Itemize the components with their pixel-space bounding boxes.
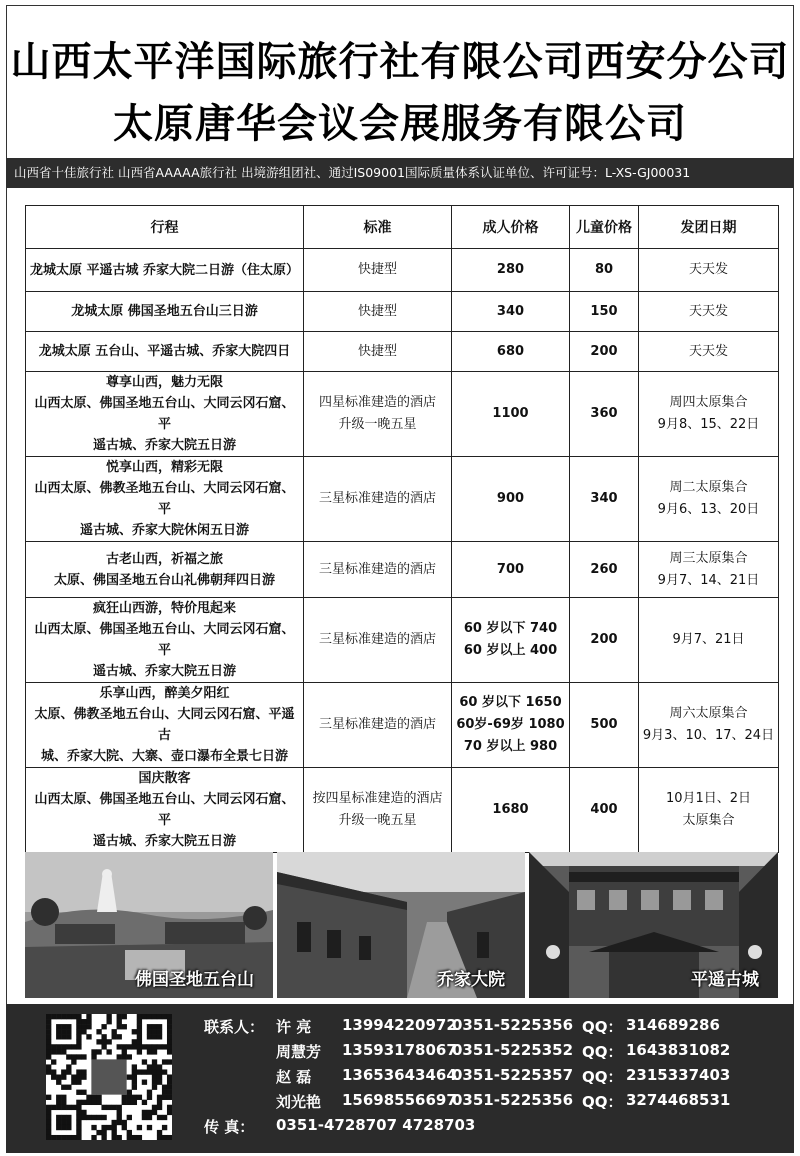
contact-label: 联系人： [204,1018,265,1036]
departure-date-cell [639,542,779,598]
adult-price-cell-line: 70 岁以上 980 [463,739,558,754]
contact-tel[interactable]: 0351-5225356 [452,1091,574,1109]
table-row [26,598,779,683]
departure-date-cell-line: 9月7、21日 [672,632,745,647]
child-price-cell: 150 [570,292,639,332]
child-price-cell: 80 [570,249,639,292]
departure-date-cell-line: 周三太原集合 [669,550,748,566]
standard-cell [304,332,452,372]
standard-cell [304,372,452,457]
standard-cell [304,249,452,292]
contact-tel[interactable]: 0351-5225352 [452,1041,574,1059]
departure-date-cell [639,683,779,768]
contact-name: 周慧芳 [276,1043,322,1061]
route-cell-line: 尊享山西，魅力无限 [105,375,223,390]
contact-name: 赵 磊 [276,1068,312,1086]
contact-footer [6,1004,794,1153]
adult-price-cell [452,457,570,542]
route-cell-line: 疯狂山西游，特价甩起来 [92,601,236,616]
departure-date-cell-line: 天天发 [688,262,728,277]
route-cell-line: 龙城太原 五台山、平遥古城、乔家大院四日 [38,344,291,359]
photo-qiaojia-courtyard [277,852,525,998]
adult-price-cell-line: 60 岁以上 400 [463,643,558,658]
standard-cell-line: 升级一晚五星 [338,417,417,432]
departure-date-cell [639,768,779,853]
col-header-standard: 标准 [304,206,452,249]
adult-price-cell [452,332,570,372]
route-cell-line: 遥古城、乔家大院五日游 [92,664,236,679]
table-row [26,683,779,768]
adult-price-cell [452,249,570,292]
departure-date-cell [639,372,779,457]
qr-code[interactable] [46,1014,172,1140]
contact-name: 刘光艳 [276,1093,322,1111]
departure-date-cell [639,332,779,372]
standard-cell-line: 四星标准建造的酒店 [318,395,436,410]
route-cell [26,292,304,332]
col-header-child-price: 儿童价格 [570,206,639,249]
standard-cell-line: 快捷型 [357,262,397,277]
qq-label: QQ： [582,1093,623,1111]
route-cell [26,372,304,457]
col-header-departure-date: 发团日期 [639,206,779,249]
contact-mobile[interactable]: 13653643464 [342,1066,457,1084]
contact-qq[interactable]: 314689286 [626,1016,720,1034]
route-cell [26,249,304,292]
contact-qq[interactable]: 3274468531 [626,1091,731,1109]
adult-price-cell [452,372,570,457]
route-cell [26,598,304,683]
standard-cell-line: 升级一晚五星 [338,813,417,828]
table-row [26,332,779,372]
departure-date-cell-line: 周六太原集合 [669,706,748,721]
contact-tel[interactable]: 0351-5225357 [452,1066,574,1084]
tour-price-table [25,205,779,853]
standard-cell [304,598,452,683]
table-row [26,292,779,332]
child-price-cell: 500 [570,683,639,768]
standard-cell [304,683,452,768]
adult-price-cell-line: 340 [496,303,525,319]
child-price-cell: 400 [570,768,639,853]
photo-strip [25,852,778,998]
company-title-1: 山西太平洋国际旅行社有限公司西安分公司 [10,39,790,85]
adult-price-cell-line: 680 [496,343,525,359]
table-header-row [26,206,779,249]
departure-date-cell-line: 9月6、13、20日 [657,502,760,517]
adult-price-cell-line: 900 [496,491,525,506]
departure-date-cell [639,457,779,542]
child-price-cell: 200 [570,332,639,372]
contact-mobile[interactable]: 13994220972 [342,1016,457,1034]
qr-code-icon [46,1014,172,1140]
contact-name: 许 亮 [276,1018,312,1036]
company-title-2: 太原唐华会议会展服务有限公司 [113,101,687,147]
route-cell-line: 悦享山西，精彩无限 [105,460,223,475]
standard-cell-line: 三星标准建造的酒店 [318,632,436,647]
contact-qq[interactable]: 2315337403 [626,1066,731,1084]
departure-date-cell [639,292,779,332]
route-cell [26,332,304,372]
child-price-cell: 200 [570,598,639,683]
route-cell-line: 山西太原、佛国圣地五台山、大同云冈石窟、平 [34,792,295,828]
standard-cell-line: 按四星标准建造的酒店 [312,791,443,806]
table-row [26,372,779,457]
route-cell-line: 太原、佛国圣地五台山礼佛朝拜四日游 [53,572,275,588]
adult-price-cell-line: 60 岁以下 1650 [459,695,562,710]
route-cell-line: 国庆散客 [138,771,191,786]
standard-cell-line: 三星标准建造的酒店 [318,717,436,732]
standard-cell [304,292,452,332]
qq-label: QQ： [582,1068,623,1086]
table-row [26,542,779,598]
col-header-route: 行程 [26,206,304,249]
photo-caption-pingyao: 平遥古城 [691,970,759,990]
adult-price-cell-line: 60岁-69岁 1080 [456,717,565,732]
route-cell-line: 城、乔家大院、大寨、壶口瀑布全景七日游 [40,749,288,764]
adult-price-cell [452,768,570,853]
child-price-cell: 340 [570,457,639,542]
adult-price-cell [452,683,570,768]
route-cell-line: 遥古城、乔家大院休闲五日游 [79,523,249,538]
photo-caption-qiaojia: 乔家大院 [437,970,505,990]
route-cell [26,542,304,598]
route-cell-line: 遥古城、乔家大院五日游 [92,438,236,453]
adult-price-cell [452,542,570,598]
photo-pingyao [529,852,778,998]
departure-date-cell-line: 9月7、14、21日 [657,572,760,588]
child-price-cell: 360 [570,372,639,457]
photo-caption-wutaishan: 佛国圣地五台山 [135,970,254,990]
route-cell-line: 山西太原、佛国圣地五台山、大同云冈石窟、平 [34,622,295,658]
departure-date-cell-line: 9月8、15、22日 [657,417,760,432]
standard-cell-line: 快捷型 [357,303,397,319]
adult-price-cell-line: 60 岁以下 740 [463,621,558,636]
contact-qq[interactable]: 1643831082 [626,1041,731,1059]
adult-price-cell-line: 700 [496,561,525,577]
route-cell-line: 古老山西，祈福之旅 [105,551,223,567]
standard-cell-line: 快捷型 [357,343,397,359]
adult-price-cell-line: 1100 [492,406,529,421]
adult-price-cell-line: 280 [496,262,525,277]
route-cell [26,683,304,768]
route-cell [26,768,304,853]
adult-price-cell-line: 1680 [492,802,529,817]
adult-price-cell [452,292,570,332]
col-header-adult-price: 成人价格 [452,206,570,249]
departure-date-cell-line: 天天发 [688,303,728,319]
credentials-banner: 山西省十佳旅行社 山西省AAAAA旅行社 出境游组团社、通过IS09001国际质量体系认证单位、许可证号：L-XS-GJ00031 [6,158,794,188]
qq-label: QQ： [582,1043,623,1061]
fax-number[interactable]: 0351-4728707 4728703 [276,1116,476,1134]
standard-cell-line: 三星标准建造的酒店 [318,561,436,577]
qq-label: QQ： [582,1018,623,1036]
departure-date-cell-line: 太原集合 [682,813,735,828]
departure-date-cell-line: 10月1日、2日 [665,791,752,806]
departure-date-cell-line: 9月3、10、17、24日 [642,728,775,743]
adult-price-cell [452,598,570,683]
departure-date-cell-line: 周二太原集合 [669,480,748,495]
departure-date-cell [639,249,779,292]
route-cell-line: 龙城太原 平遥古城 乔家大院二日游（住太原） [30,262,300,278]
departure-date-cell [639,598,779,683]
route-cell-line: 山西太原、佛教圣地五台山、大同云冈石窟、平 [34,481,295,517]
departure-date-cell-line: 天天发 [688,343,728,359]
table-row [26,457,779,542]
standard-cell [304,457,452,542]
fax-label: 传 真： [204,1118,255,1136]
standard-cell-line: 三星标准建造的酒店 [318,491,436,506]
route-cell-line: 龙城太原 佛国圣地五台山三日游 [71,304,258,319]
contact-mobile[interactable]: 15698556697 [342,1091,457,1109]
route-cell-line: 乐享山西，醉美夕阳红 [99,686,230,701]
route-cell-line: 太原、佛教圣地五台山、大同云冈石窟、平遥古 [34,707,295,743]
table-row [26,768,779,853]
departure-date-cell-line: 周四太原集合 [669,395,748,410]
standard-cell [304,542,452,598]
route-cell [26,457,304,542]
table-row [26,249,779,292]
route-cell-line: 山西太原、佛国圣地五台山、大同云冈石窟、平 [34,396,295,432]
contact-mobile[interactable]: 13593178067 [342,1041,457,1059]
standard-cell [304,768,452,853]
photo-wutaishan [25,852,273,998]
contact-tel[interactable]: 0351-5225356 [452,1016,574,1034]
child-price-cell: 260 [570,542,639,598]
route-cell-line: 遥古城、乔家大院五日游 [92,834,236,849]
